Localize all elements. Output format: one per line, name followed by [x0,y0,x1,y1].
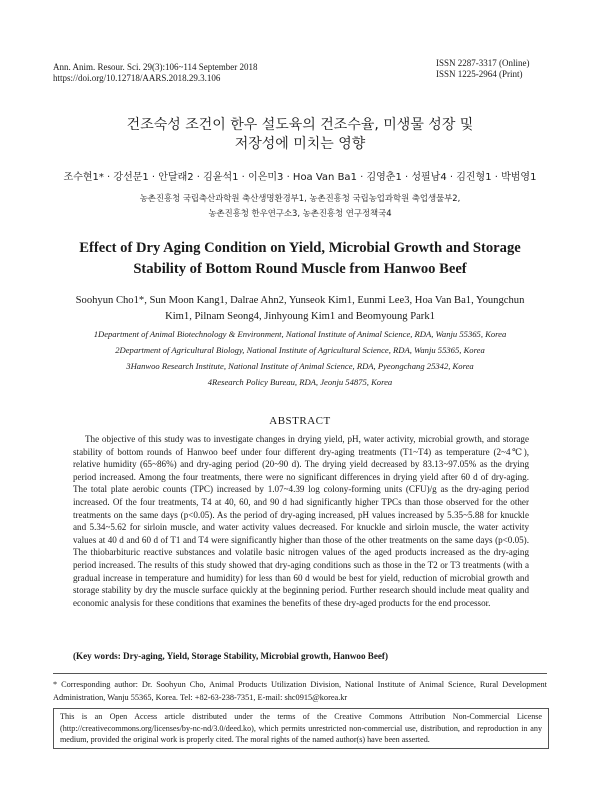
abstract-body: The objective of this study was to investigate changes in drying yield, pH, water activity, microbial growth, and storage stability of bottom rounds of Hanwoo beef under four different dry-aging treatments (T1~T4) as temperature (2~4℃), relative humidity (65~86%) and dry-aging period (20~90 d). The drying yield decreased by 83.13~97.05% as the drying period increased. Among the four treatments, there were no significant differences in drying yield after 60 d of dry-aging. The total plate aerobic counts (TPC) increased by 1.07~4.39 log colony-forming units (CFU)/g as the dry-aging period increased. Of the four treatments, T4 at 40, 60, and 90 d had significantly higher TPCs than those observed for the other treatments on the same days (p<0.05). As the period of dry-aging increased, pH values increased by 5.35~5.88 for knuckle and 5.34~5.62 for sirloin muscle, and water activity values decreased. For knuckle and sirloin muscle, the water activity values at 40 d and 60 d of T1 and T4 were significantly higher than those of the other treatments on the same days (p<0.05). The thiobarbituric reactive substances and volatile basic nitrogen values of the aged products increased as the dry-aging period increased. The results of this study showed that dry-aging conditions such as those in the T2 or T3 treatments (with a gradual increase in temperature and humidity) for less than 60 d would be best for yield, reduction of microbial growth and storage stability by dry the muscle surface quickly at the beginning period. Further research should include meat quality and economic analysis for these conditions that examines the benefits of these dry-aged products for the end processor. [73,434,529,608]
abstract-heading: ABSTRACT [269,415,331,427]
journal-header [53,62,258,84]
korean-title-line: 저장성에 미치는 영향 [234,136,366,152]
english-title-line: Effect of Dry Aging Condition on Yield, Microbial Growth and Storage [79,240,521,256]
footnote-divider [53,673,547,674]
english-authors [30,293,570,325]
english-title-line: Stability of Bottom Round Muscle from Hanwoo Beef [133,261,467,277]
english-affiliation-3: 3Hanwoo Research Institute, National Institute of Animal Science, RDA, Pyeongchang 25342, Korea [126,361,474,371]
korean-title-line: 건조숙성 조건이 한우 설도육의 건조수율, 미생물 성장 및 [126,117,474,133]
korean-title [40,116,560,154]
license-notice: This is an Open Access article distributed under the terms of the Creative Commons Attribution Non-Commercial License (http://creativecommons.org/licenses/by-nc-nd/3.0/deed.ko), which permits unrestricted non-commercial use, distribution, and reproduction in any medium, provided the original work is properly cited. The moral rights of the named author(s) have been asserted. [53,708,549,749]
korean-affiliation-line: 농촌진흥청 국립축산과학원 축산생명환경부1, 농촌진흥청 국립농업과학원 축업생물부2, [139,193,461,203]
issn-online: ISSN 2287-3317 (Online) [436,58,530,68]
english-authors-line: Soohyun Cho1*, Sun Moon Kang1, Dalrae Ahn2, Yunseok Kim1, Eunmi Lee3, Hoa Van Ba1, Youngchun [75,295,525,306]
english-affiliation-2: 2Department of Agricultural Biology, National Institute of Agricultural Science, RDA, Wanju 55365, Korea [115,345,485,355]
issn-print: ISSN 1225-2964 (Print) [436,69,523,79]
journal-citation: Ann. Anim. Resour. Sci. 29(3):106~114 September 2018 [53,62,258,72]
keywords: (Key words: Dry-aging, Yield, Storage Stability, Microbial growth, Hanwoo Beef) [73,651,388,661]
doi-link[interactable]: https://doi.org/10.12718/AARS.2018.29.3.106 [53,73,221,83]
korean-affiliation-line: 농촌진흥청 한우연구소3, 농촌진흥청 연구정책국4 [208,208,392,218]
issn-block [436,58,530,80]
corresponding-author-note: * Corresponding author: Dr. Soohyun Cho, Animal Products Utilization Division, National Institute of Animal Science, Rural Development Administration, Wanju 55365, Korea. Tel: +82-63-238-7351, E-mail: shc0915@korea.kr [53,680,547,702]
english-affiliation-4: 4Research Policy Bureau, RDA, Jeonju 54875, Korea [207,377,393,387]
english-authors-line: Kim1, Pilnam Seong4, Jinhyoung Kim1 and Beomyoung Park1 [165,311,435,322]
english-affiliation-1: 1Department of Animal Biotechnology & Environment, National Institute of Animal Science, RDA, Wanju 55365, Korea [93,329,507,339]
english-title [30,238,570,280]
korean-authors: 조수현1* · 강선문1 · 안달래2 · 김윤석1 · 이은미3 · Hoa Van Ba1 · 김영춘1 · 성필남4 · 김진형1 · 박범영1 [63,172,537,183]
